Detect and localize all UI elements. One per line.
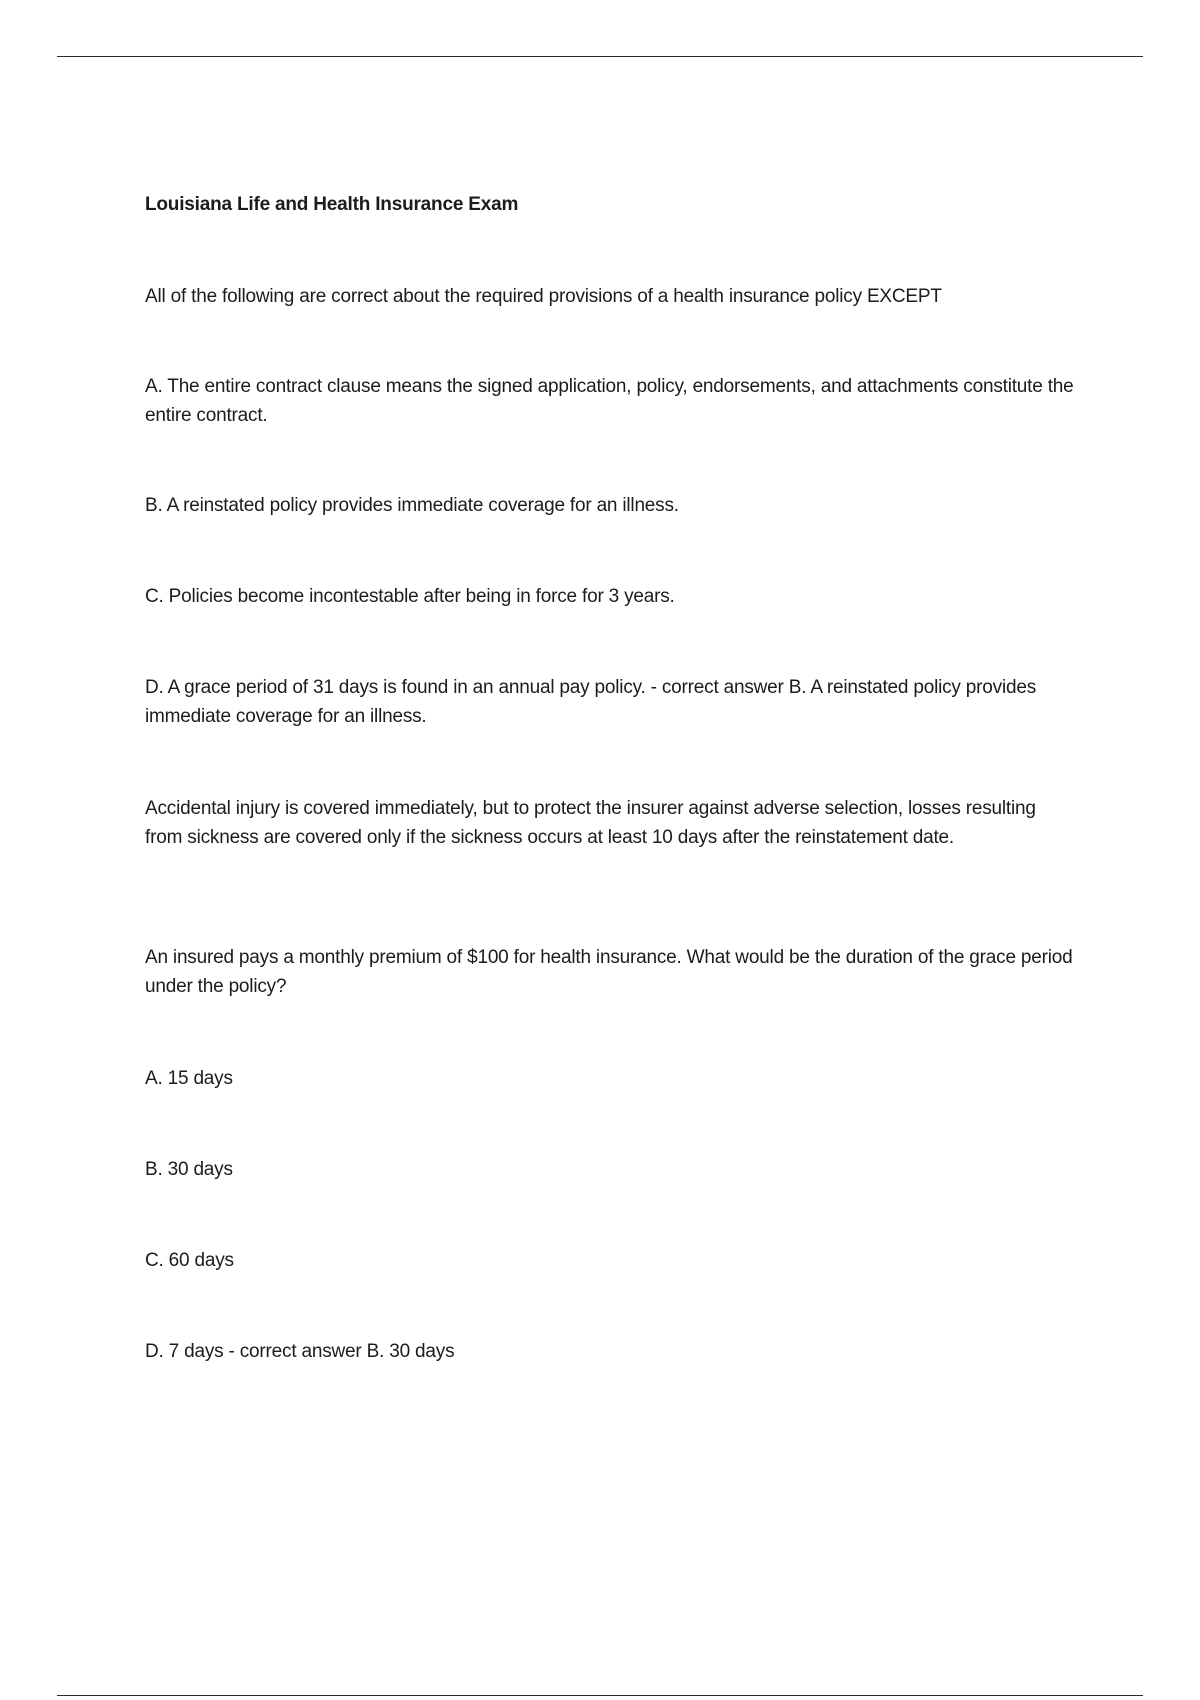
question-1-option-c: C. Policies become incontestable after being in force for 3 years. (145, 586, 675, 607)
question-2-stem: An insured pays a monthly premium of $100 for health insurance. What would be the duration of the grace period under the policy? (145, 947, 1073, 997)
question-1-option-b: B. A reinstated policy provides immediate coverage for an illness. (145, 495, 679, 516)
top-divider (57, 56, 1143, 57)
question-1-stem: All of the following are correct about the required provisions of a health insurance policy EXCEPT (145, 286, 942, 307)
document-title: Louisiana Life and Health Insurance Exam (145, 194, 519, 215)
question-2-option-c: C. 60 days (145, 1250, 234, 1271)
explanation-paragraph: Accidental injury is covered immediately, but to protect the insurer against adverse selection, losses resulting from sickness are covered only if the sickness occurs at least 10 days after the reinstatement date. (145, 798, 1036, 848)
question-1-option-d-answer: D. A grace period of 31 days is found in an annual pay policy. - correct answer B. A reinstated policy provides immediate coverage for an illness. (145, 677, 1037, 727)
question-1-option-a: A. The entire contract clause means the signed application, policy, endorsements, and attachments constitute the entire contract. (145, 376, 1074, 426)
question-2-option-d-answer: D. 7 days - correct answer B. 30 days (145, 1341, 455, 1362)
bottom-divider (57, 1695, 1143, 1696)
question-2-option-b: B. 30 days (145, 1159, 233, 1180)
question-2-option-a: A. 15 days (145, 1068, 233, 1089)
